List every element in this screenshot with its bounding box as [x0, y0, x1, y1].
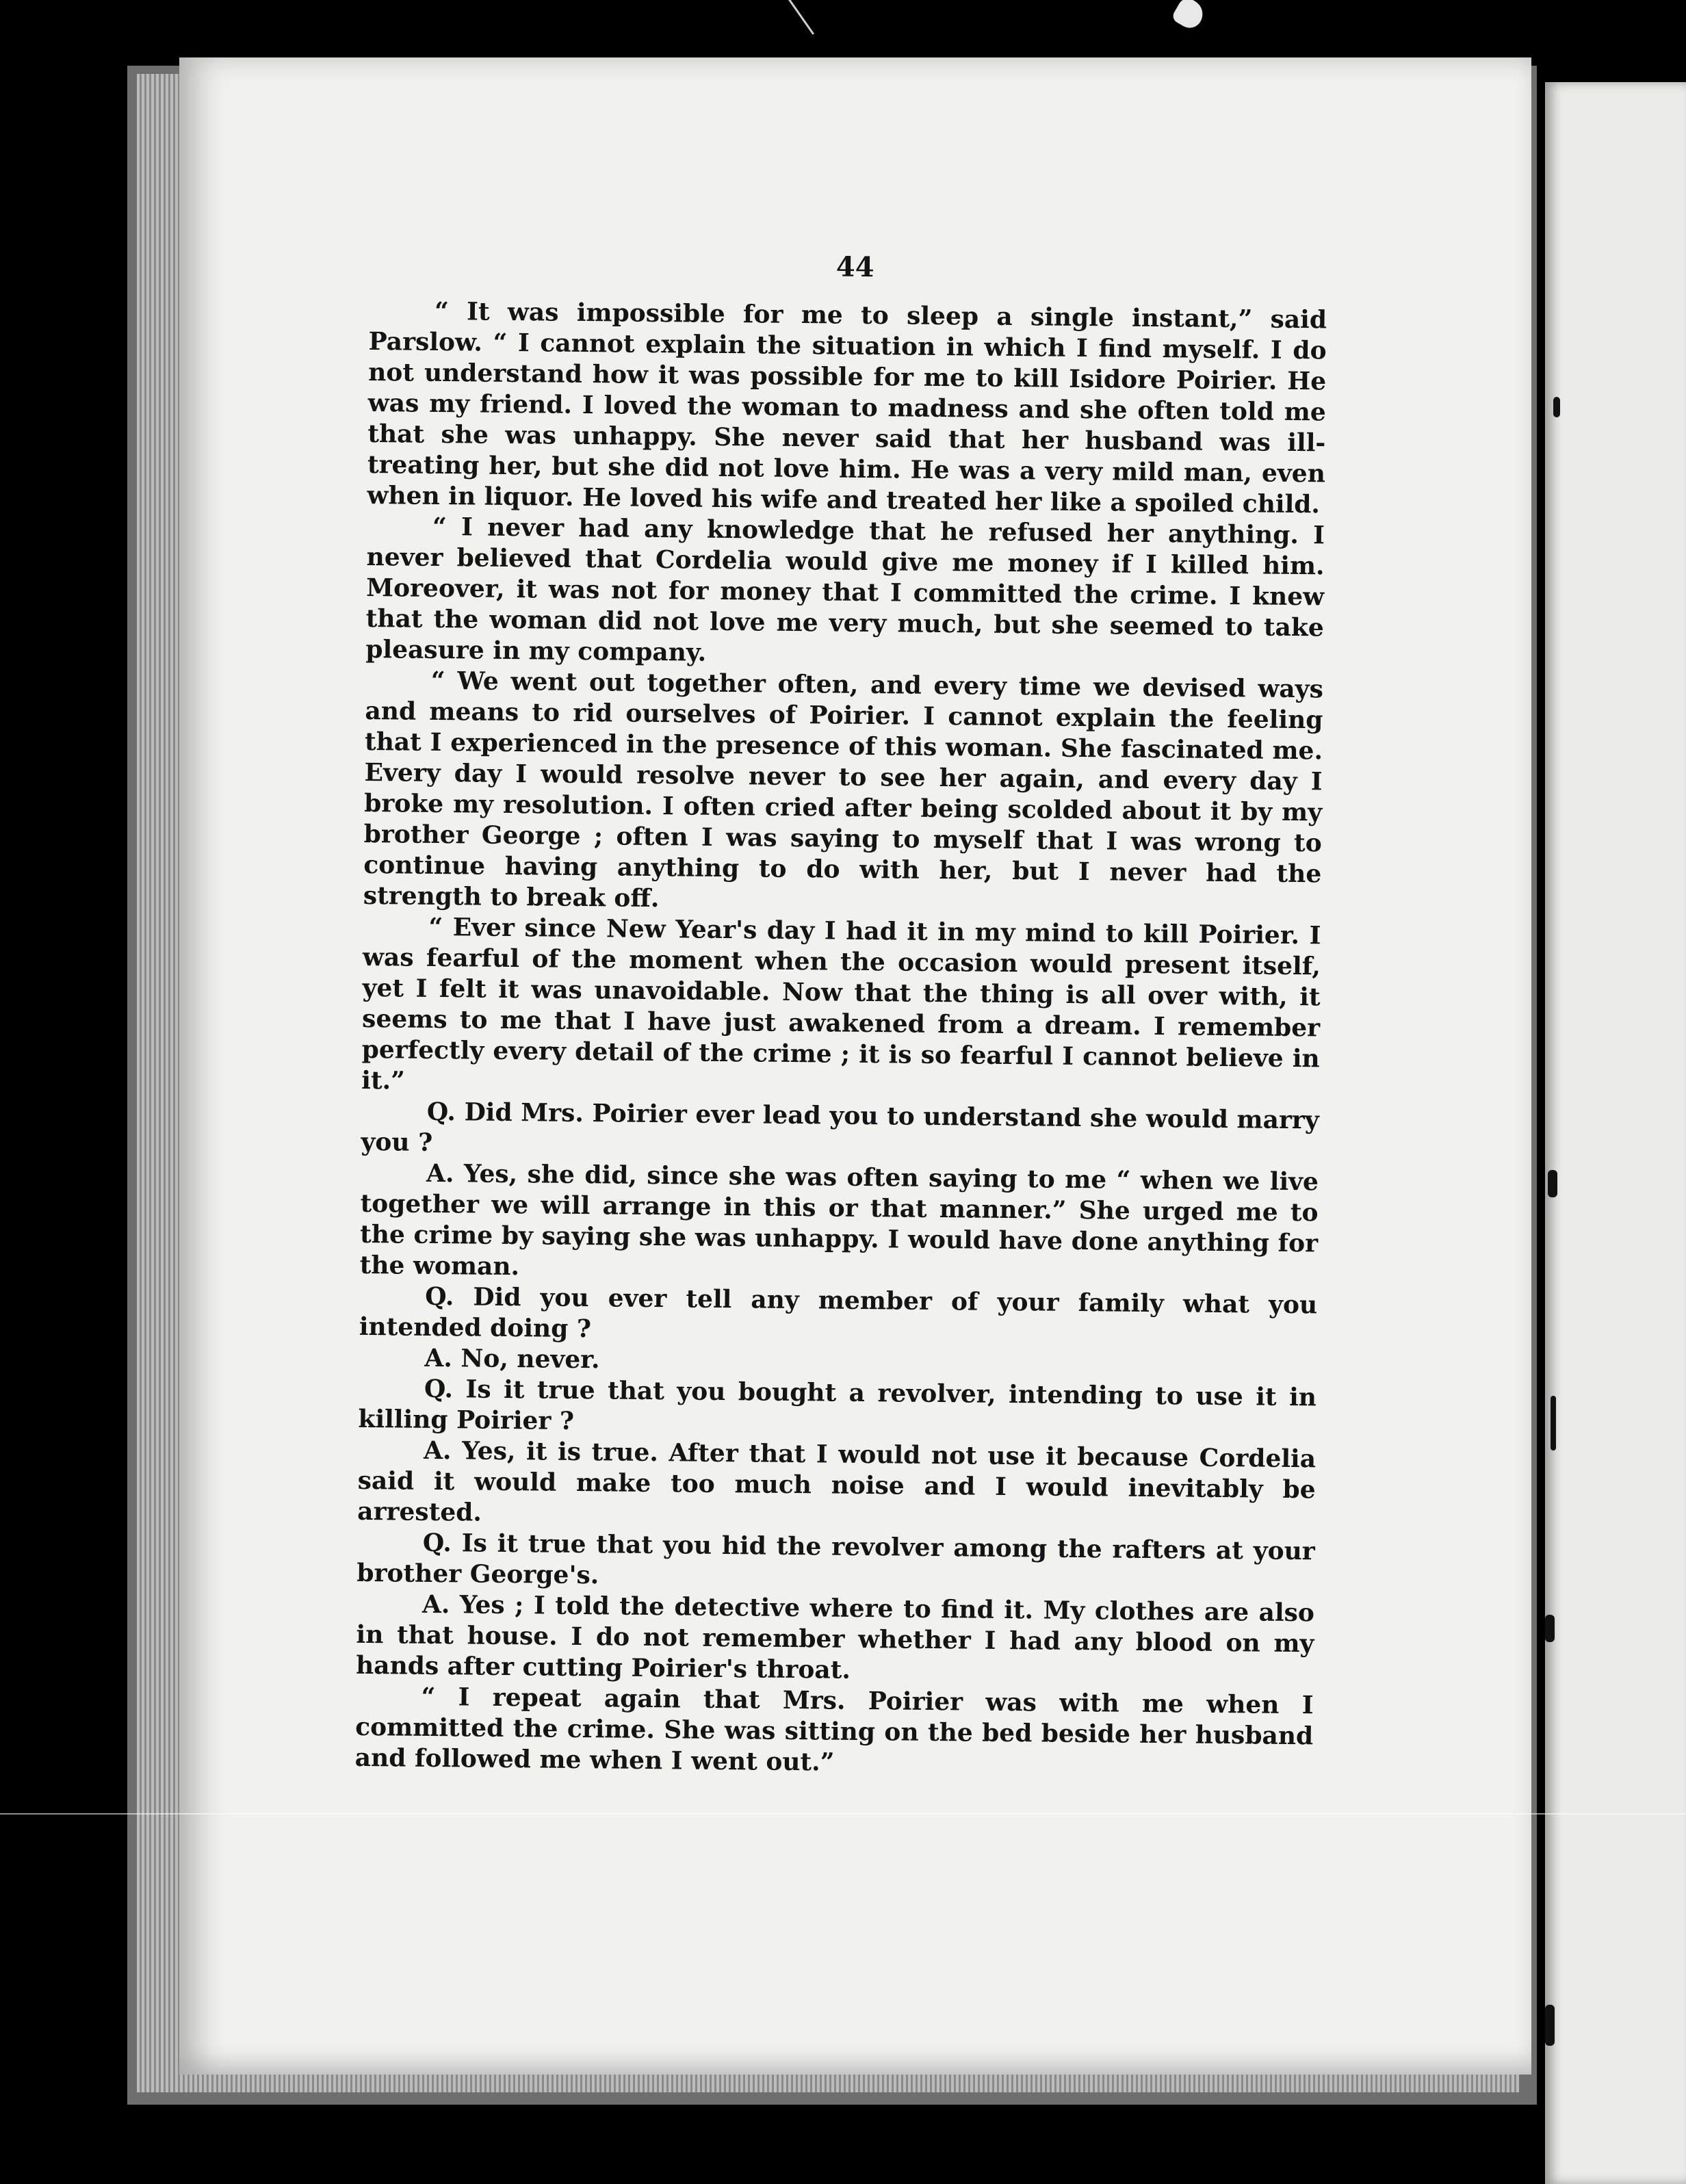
- page-number: 44: [835, 250, 874, 284]
- paragraph: “ We went out together often, and every time we devised ways and means to rid ourselves of Poirier. I cannot explain the feeling that I experienced in the presence of this woman. She fascinated me. Every day I would resolve never to see her again, and every day I broke my resolution. I often cried after being scolded about it by my brother George ; often I was saying to myself that I was wrong to continue having anything to do with her, but I never had the strength to break off.: [363, 666, 1324, 913]
- answer: A. Yes, it is true. After that I would not use it because Cordelia said it would make too much noise and I would inevitably be arrested.: [357, 1435, 1317, 1527]
- question: Q. Did Mrs. Poirier ever lead you to understand she would marry you ?: [361, 1097, 1320, 1157]
- facing-page-mark: [1551, 1396, 1556, 1451]
- paragraph: “ Ever since New Year's day I had it in my mind to kill Poirier. I was fearful of the moment when the occasion would present itself, yet I felt it was unavoidable. Now that the thing is all over with, it seems to me that I have just awakened from a dream. I remember perfectly every detail of the crime ; it is so fearful I cannot believe in it.”: [361, 912, 1321, 1095]
- scan-scratch-line: [0, 1813, 1686, 1815]
- answer: A. Yes, she did, since she was often saying to me “ when we live together we will arrange in this or that manner.” She urged me to the crime by saying she was unhappy. I would have done anything for the woman.: [359, 1158, 1319, 1282]
- answer: A. Yes ; I told the detective where to find it. My clothes are also in that house. I do not remember whether I had any blood on my hands after cutting Poirier's throat.: [355, 1589, 1315, 1685]
- facing-page-mark: [1553, 397, 1560, 417]
- answer: A. No, never.: [424, 1343, 600, 1375]
- paragraph: “ It was impossible for me to sleep a single instant,” said Parslow. “ I cannot explain the situation in which I find myself. I do not understand how it was possible for me to kill Isidore Poirier. He was my friend. I loved the woman to madness and she often told me that she was unhappy. She never said that her husband was ill-treating her, but she did not love him. He was a very mild man, even when in liquor. He loved his wife and treated her like a spoiled child.: [367, 296, 1327, 519]
- scan-artifact: [788, 0, 814, 35]
- facing-page-mark: [1545, 2005, 1555, 2046]
- paragraph: “ I repeat again that Mrs. Poirier was with me when I committed the crime. She was sitting on the bed beside her husband and followed me when I went out.”: [354, 1682, 1314, 1777]
- page-text: [355, 246, 1327, 1782]
- question: Q. Did you ever tell any member of your family what you intended doing ?: [359, 1282, 1318, 1344]
- facing-page-mark: [1548, 1170, 1557, 1197]
- scan-speck: [1171, 0, 1208, 32]
- question: Q. Is it true that you bought a revolver, intending to use it in killing Poirier ?: [358, 1374, 1317, 1435]
- question: Q. Is it true that you hid the revolver among the rafters at your brother George's.: [356, 1528, 1315, 1590]
- facing-page-edge: [1545, 82, 1686, 2184]
- facing-page-mark: [1545, 1615, 1555, 1642]
- paragraph: “ I never had any knowledge that he refused her anything. I never believed that Cordelia would give me money if I killed him. Moreover, it was not for money that I committed the crime. I knew that the woman did not love me very much, but she seemed to take pleasure in my company.: [365, 512, 1325, 667]
